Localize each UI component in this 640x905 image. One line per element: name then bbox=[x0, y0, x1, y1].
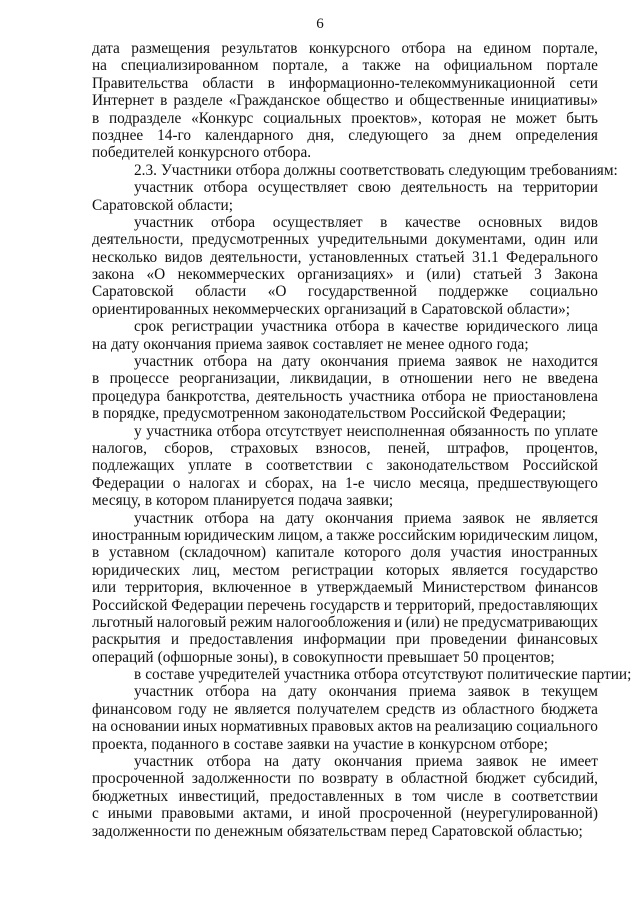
text-line: несколько видов деятельности, установленных статьей 31.1 Федерального bbox=[92, 248, 598, 266]
text-line: или территория, включенное в утверждаемый Министерством финансов bbox=[92, 579, 598, 597]
text-line: 2.3. Участники отбора должны соответствовать следующим требованиям: bbox=[134, 161, 618, 179]
page-number: 6 bbox=[316, 16, 324, 32]
text-line: Саратовской области; bbox=[92, 196, 233, 214]
text-line: участник отбора на дату окончания приема заявок не имеет bbox=[134, 753, 598, 771]
text-line: иностранным юридическим лицом, а также российским юридическим лицом, bbox=[92, 526, 598, 544]
text-line: задолженности по денежным обязательствам перед Саратовской областью; bbox=[92, 822, 583, 840]
text-line: участник отбора осуществляет в качестве основных видов bbox=[134, 213, 598, 231]
paragraph bbox=[92, 318, 598, 353]
paragraph bbox=[92, 161, 618, 179]
paragraph bbox=[92, 179, 598, 214]
paragraph bbox=[92, 214, 598, 318]
text-line: Интернет в разделе «Гражданское общество и общественные инициативы» bbox=[92, 92, 598, 110]
text-line: участник отбора осуществляет свою деятельность на территории bbox=[134, 179, 598, 197]
text-line: в уставном (складочном) капитале которого доля участия иностранных bbox=[92, 544, 598, 562]
text-line: на дату окончания приема заявок составляет не менее одного года; bbox=[92, 335, 529, 353]
text-line: на основании иных нормативных правовых актов на реализацию социального bbox=[92, 718, 598, 736]
text-line: срок регистрации участника отбора в качестве юридического лица bbox=[134, 318, 598, 336]
text-line: на специализированном портале, а также на официальном портале bbox=[92, 57, 598, 75]
text-line: дата размещения результатов конкурсного отбора на едином портале, bbox=[92, 40, 598, 57]
text-line: месяцу, в котором планируется подача заявки; bbox=[92, 492, 394, 510]
text-line: Саратовской области «О государственной поддержке социально bbox=[92, 283, 598, 301]
text-line: бюджетных инвестиций, предоставленных в том числе в соответствии bbox=[92, 787, 598, 805]
text-line: победителей конкурсного отбора. bbox=[92, 144, 312, 162]
text-line: операций (офшорные зоны), в совокупности превышает 50 процентов; bbox=[92, 648, 555, 666]
text-line: с иными правовыми актами, и иной просроченной (неурегулированной) bbox=[92, 805, 598, 823]
text-line: в составе учредителей участника отбора отсутствуют политические партии; bbox=[134, 666, 632, 684]
paragraph bbox=[92, 510, 598, 667]
text-line: у участника отбора отсутствует неисполненная обязанность по уплате bbox=[134, 422, 598, 440]
text-line: в порядке, предусмотренном законодательством Российской Федерации; bbox=[92, 405, 567, 423]
text-line: деятельности, предусмотренных учредительными документами, один или bbox=[92, 231, 598, 249]
text-line: позднее 14-го календарного дня, следующего за днем определения bbox=[92, 126, 598, 144]
document-body bbox=[92, 40, 632, 840]
text-line: налогов, сборов, страховых взносов, пеней, штрафов, процентов, bbox=[92, 439, 598, 457]
paragraph bbox=[92, 753, 598, 840]
text-line: юридических лиц, местом регистрации которых является государство bbox=[92, 561, 598, 579]
text-line: проекта, поданного в составе заявки на участие в конкурсном отборе; bbox=[92, 735, 548, 753]
text-line: участник отбора на дату окончания приема заявок не находится bbox=[134, 353, 598, 371]
text-line: Правительства области в информационно-телекоммуникационной сети bbox=[92, 74, 598, 92]
text-line: льготный налоговый режим налогообложения и (или) не предусматривающих bbox=[92, 613, 598, 631]
text-line: ориентированных некоммерческих организаций в Саратовской области»; bbox=[92, 300, 571, 318]
text-line: процедура банкротства, деятельность участника отбора не приостановлена bbox=[92, 387, 598, 405]
paragraph bbox=[92, 353, 598, 423]
text-line: подлежащих уплате в соответствии с законодательством Российской bbox=[92, 457, 598, 475]
paragraph bbox=[92, 666, 632, 684]
text-line: участник отбора на дату окончания приема заявок в текущем bbox=[134, 683, 598, 701]
text-line: просроченной задолженности по возврату в областной бюджет субсидий, bbox=[92, 770, 598, 788]
text-line: в подразделе «Конкурс социальных проектов», которая не может быть bbox=[92, 109, 598, 127]
text-line: в процессе реорганизации, ликвидации, в отношении него не введена bbox=[92, 370, 598, 388]
paragraph bbox=[92, 40, 598, 162]
text-line: финансовом году не является получателем средств из областного бюджета bbox=[92, 700, 598, 718]
text-line: закона «О некоммерческих организациях» и (или) статьей 3 Закона bbox=[92, 266, 598, 284]
text-line: участник отбора на дату окончания приема заявок не является bbox=[134, 509, 598, 527]
text-line: Российской Федерации перечень государств и территорий, предоставляющих bbox=[92, 596, 598, 614]
text-line: раскрытия и предоставления информации при проведении финансовых bbox=[92, 631, 598, 649]
paragraph bbox=[92, 683, 598, 753]
text-line: Федерации о налогах и сборах, на 1-е число месяца, предшествующего bbox=[92, 474, 598, 492]
paragraph bbox=[92, 423, 598, 510]
